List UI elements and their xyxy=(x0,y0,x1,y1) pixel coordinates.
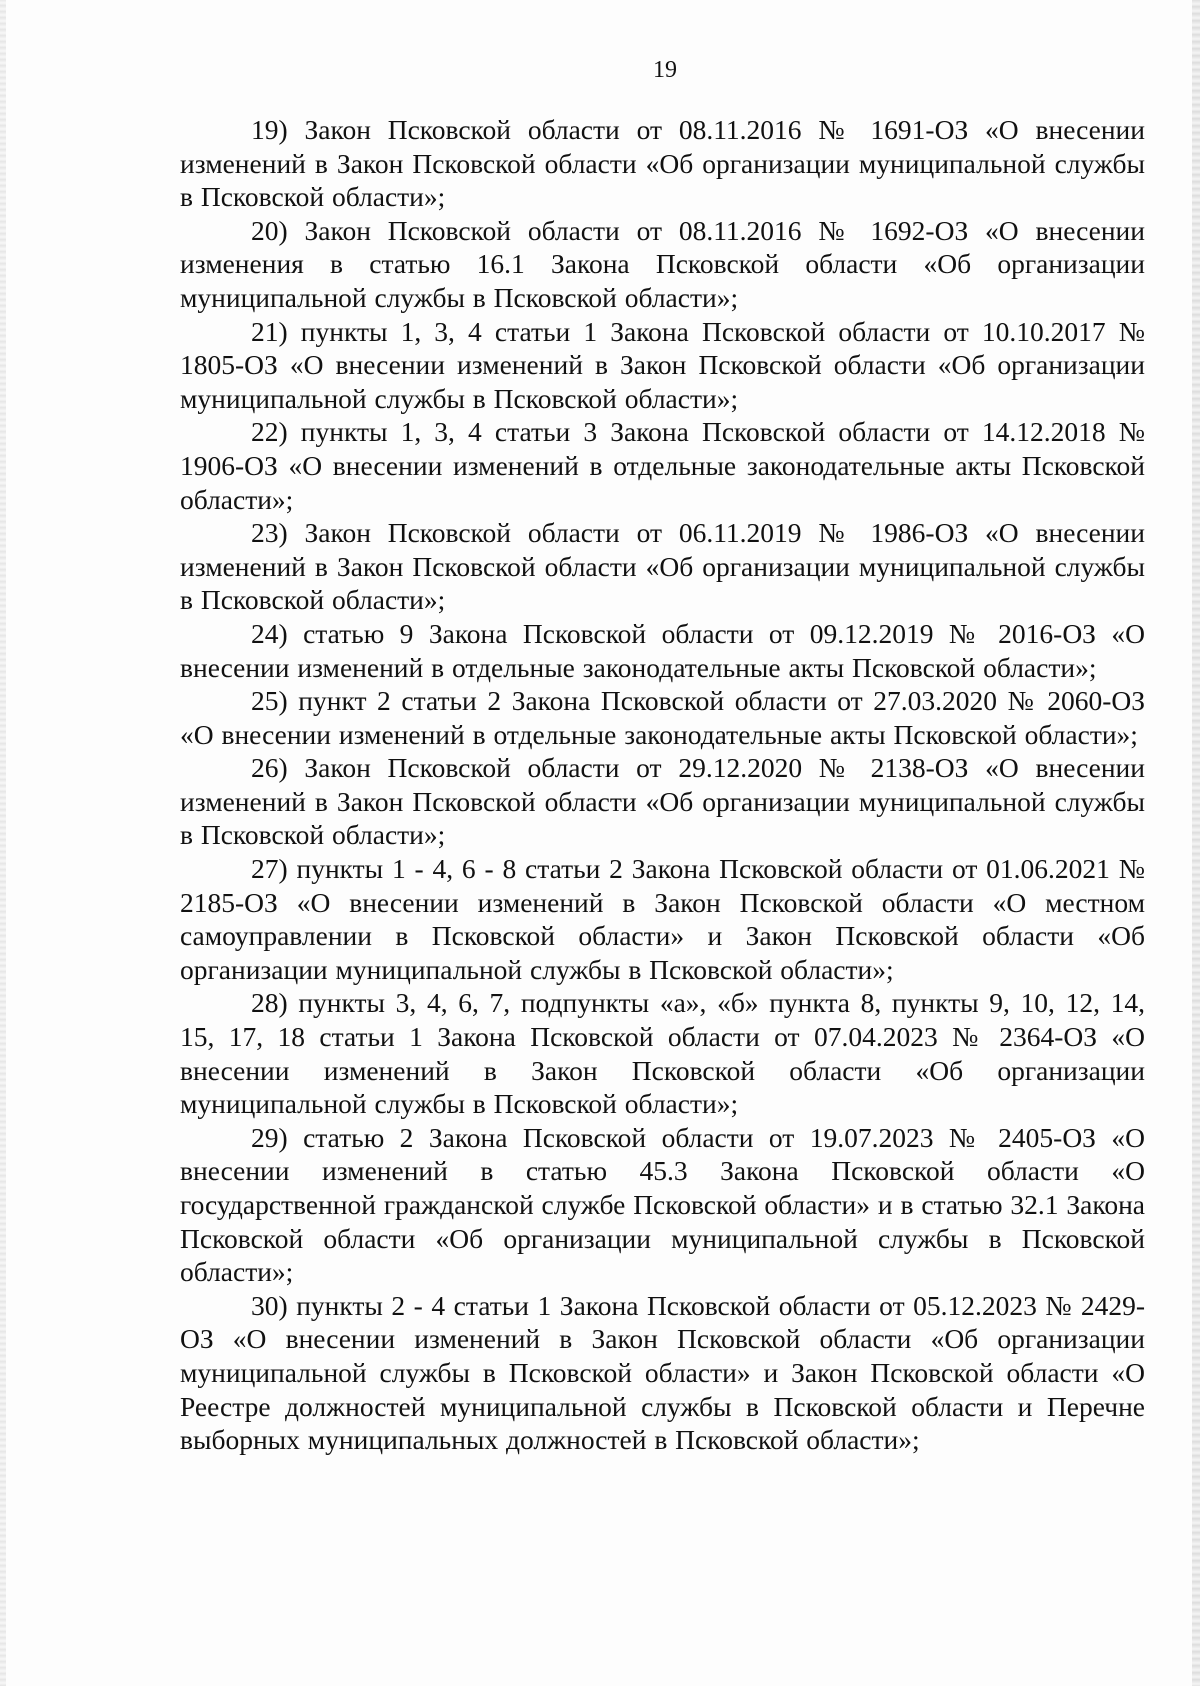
list-item: 28) пункты 3, 4, 6, 7, подпункты «а», «б» пункта 8, пункты 9, 10, 12, 14, 15, 17, 18 статьи 1 Закона Псковской области от 07.04.2023 № 2364-ОЗ «О внесении изменений в Закон Псковской области «Об организации муниципальной службы в Псковской области»; xyxy=(180,987,1145,1120)
list-item: 20) Закон Псковской области от 08.11.2016 № 1692-ОЗ «О внесении изменения в статью 16.1 Закона Псковской области «Об организации муниципальной службы в Псковской области»; xyxy=(180,214,1145,313)
list-item: 24) статью 9 Закона Псковской области от 09.12.2019 № 2016-ОЗ «О внесении изменений в отдельные законодательные акты Псковской области»; xyxy=(180,617,1145,683)
list-item: 21) пункты 1, 3, 4 статьи 1 Закона Псковской области от 10.10.2017 № 1805-ОЗ «О внесении изменений в Закон Псковской области «Об организации муниципальной службы в Псковской области»; xyxy=(180,315,1145,414)
list-item: 29) статью 2 Закона Псковской области от 19.07.2023 № 2405-ОЗ «О внесении изменений в статью 45.3 Закона Псковской области «О государственной гражданской службе Псковской области» и в статью 32.1 Закона Псковской области «Об организации муниципальной службы в Псковской области»; xyxy=(180,1121,1145,1288)
list-item: 26) Закон Псковской области от 29.12.2020 № 2138-ОЗ «О внесении изменений в Закон Псковской области «Об организации муниципальной службы в Псковской области»; xyxy=(180,752,1145,851)
list-item: 22) пункты 1, 3, 4 статьи 3 Закона Псковской области от 14.12.2018 № 1906-ОЗ «О внесении изменений в отдельные законодательные акты Псковской области»; xyxy=(180,416,1145,515)
page-number: 19 xyxy=(653,57,677,83)
scan-edge-left xyxy=(0,0,6,1686)
list-item: 30) пункты 2 - 4 статьи 1 Закона Псковской области от 05.12.2023 № 2429-ОЗ «О внесении изменений в Закон Псковской области «Об организации муниципальной службы в Псковской области» и Закон Псковской области «О Реестре должностей муниципальной службы в Псковской области и Перечне выборных муниципальных должностей в Псковской области»; xyxy=(180,1289,1145,1456)
list-item: 19) Закон Псковской области от 08.11.2016 № 1691-ОЗ «О внесении изменений в Закон Псковской области «Об организации муниципальной службы в Псковской области»; xyxy=(180,114,1145,213)
document-body xyxy=(180,113,1145,1457)
list-item: 23) Закон Псковской области от 06.11.2019 № 1986-ОЗ «О внесении изменений в Закон Псковской области «Об организации муниципальной службы в Псковской области»; xyxy=(180,517,1145,616)
list-item: 25) пункт 2 статьи 2 Закона Псковской области от 27.03.2020 № 2060-ОЗ «О внесении изменений в отдельные законодательные акты Псковской области»; xyxy=(180,685,1145,750)
scan-edge-right xyxy=(1192,0,1200,1686)
list-item: 27) пункты 1 - 4, 6 - 8 статьи 2 Закона Псковской области от 01.06.2021 № 2185-ОЗ «О внесении изменений в Закон Псковской области «О местном самоуправлении в Псковской области» и Закон Псковской области «Об организации муниципальной службы в Псковской области»; xyxy=(180,853,1145,985)
